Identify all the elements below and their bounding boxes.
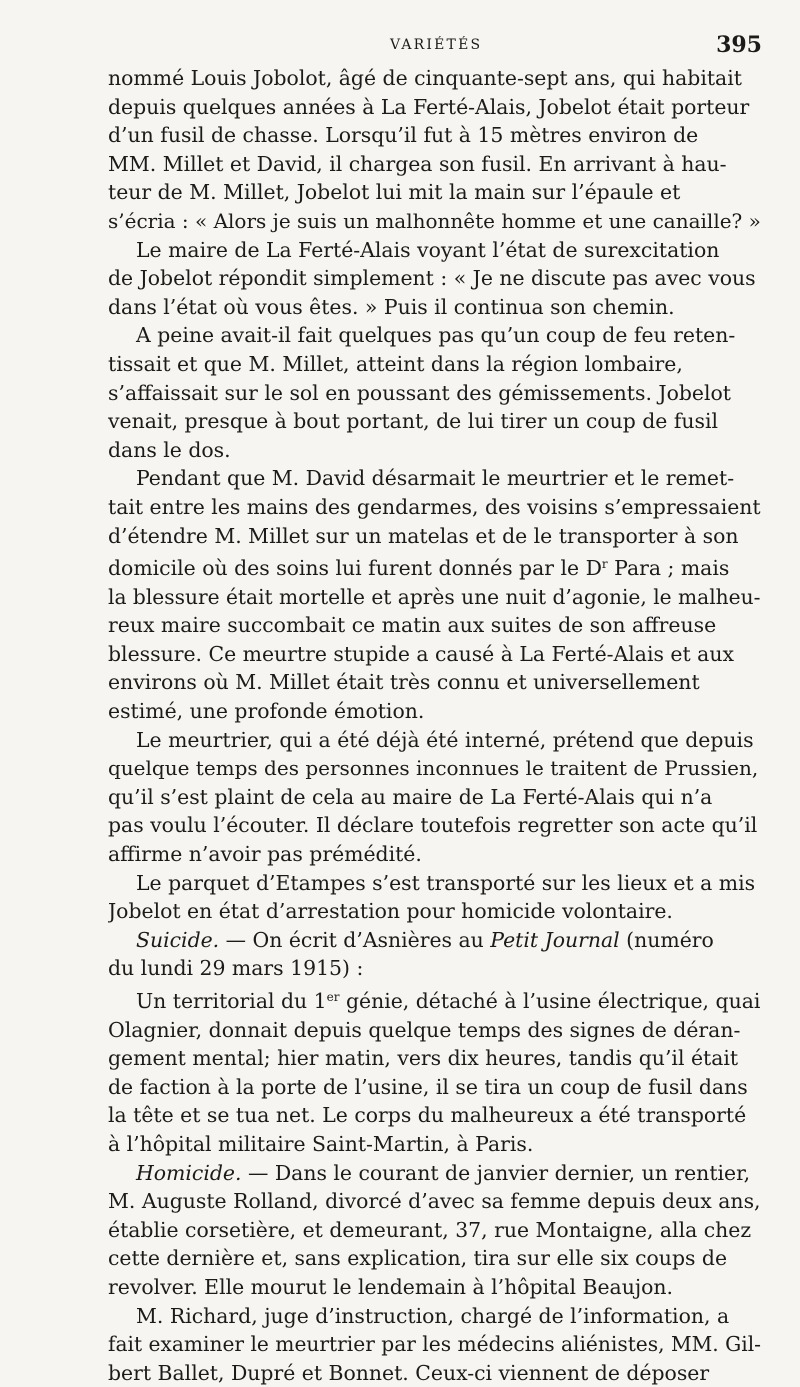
line-text: à l’hôpital militaire Saint-Martin, à Paris. (108, 1131, 534, 1156)
line-text: dans l’état où vous êtes. » Puis il continua son chemin. (108, 294, 675, 319)
line-text: A peine avait-il fait quelques pas qu’un coup de feu reten- (136, 323, 736, 348)
line-text: qu’il s’est plaint de cela au maire de La Ferté-Alais qui n’a (108, 784, 713, 809)
line-text: (numéro (619, 927, 714, 952)
line-text: Un territorial du 1 (136, 989, 327, 1013)
text-line (108, 954, 762, 983)
line-text: reux maire succombait ce matin aux suites de son affreuse (108, 613, 717, 638)
text-line (108, 550, 762, 583)
italic-title: Petit Journal (490, 927, 620, 952)
line-text: venait, presque à bout portant, de lui tirer un coup de fusil (108, 409, 719, 434)
text-line (108, 1016, 762, 1045)
text-line (108, 236, 762, 265)
text-line (108, 1330, 762, 1359)
line-text: MM. Millet et David, il chargea son fusil. En arrivant à hau- (108, 151, 727, 176)
text-line (108, 840, 762, 869)
text-line (108, 407, 762, 436)
text-line (108, 783, 762, 812)
line-text: domicile où des soins lui furent donnés par le D (108, 556, 602, 581)
text-line (108, 583, 762, 612)
text-line (108, 697, 762, 726)
line-text: fait examiner le meurtrier par les médecins aliénistes, MM. Gil- (108, 1332, 761, 1357)
line-text: estimé, une profonde émotion. (108, 699, 425, 724)
line-text: Le meurtrier, qui a été déjà été interné, prétend que depuis (136, 727, 754, 752)
text-line (108, 1273, 762, 1302)
text-line (108, 1101, 762, 1130)
line-text: nommé Louis Jobolot, âgé de cinquante-sept ans, qui habitait (108, 66, 742, 90)
text-line (108, 811, 762, 840)
line-text: teur de M. Millet, Jobelot lui mit la main sur l’épaule et (108, 180, 681, 205)
text-line (108, 640, 762, 669)
page-header (108, 32, 762, 64)
italic-heading: Suicide. (136, 927, 220, 952)
text-line (108, 1159, 762, 1188)
line-text: s’écria : « Alors je suis un malhonnête homme et une canaille? » (108, 208, 761, 233)
line-text: M. Auguste Rolland, divorcé d’avec sa femme depuis deux ans, (108, 1189, 761, 1214)
text-line (108, 379, 762, 408)
text-line (108, 121, 762, 150)
line-text: pas voulu l’écouter. Il déclare toutefois regretter son acte qu’il (108, 813, 758, 838)
line-text: tissait et que M. Millet, atteint dans la région lombaire, (108, 351, 683, 376)
line-text: du lundi 29 mars 1915) : (108, 956, 364, 981)
line-text: d’un fusil de chasse. Lorsqu’il fut à 15 mètres environ de (108, 123, 699, 148)
text-line (108, 1244, 762, 1273)
line-text: gement mental; hier matin, vers dix heures, tandis qu’il était (108, 1046, 739, 1071)
text-line (108, 264, 762, 293)
line-text: — Dans le courant de janvier dernier, un rentier, (241, 1160, 751, 1185)
line-text: génie, détaché à l’usine électrique, quai (339, 989, 761, 1013)
line-text: — On écrit d’Asnières au (219, 927, 491, 952)
line-text: cette dernière et, sans explication, tira sur elle six coups de (108, 1246, 728, 1271)
text-line (108, 611, 762, 640)
line-text: d’étendre M. Millet sur un matelas et de le transporter à son (108, 523, 739, 548)
line-text: quelque temps des personnes inconnues le traitent de Prussien, (108, 756, 759, 781)
text-line (108, 493, 762, 522)
text-line (108, 983, 762, 1016)
line-text: tait entre les mains des gendarmes, des voisins s’empressaient (108, 494, 761, 519)
line-text: Le maire de La Ferté-Alais voyant l’état de surexcitation (136, 237, 720, 262)
body-text (108, 64, 762, 1387)
line-text: de Jobelot répondit simplement : « Je ne discute pas avec vous (108, 266, 756, 291)
text-line (108, 464, 762, 493)
line-text: de faction à la porte de l’usine, il se tira un coup de fusil dans (108, 1074, 748, 1099)
text-line (108, 207, 762, 236)
text-line (108, 726, 762, 755)
superscript: r (601, 557, 608, 572)
line-text: bert Ballet, Dupré et Bonnet. Ceux-ci viennent de déposer (108, 1360, 710, 1385)
page-number: 395 (716, 32, 762, 58)
text-line (108, 1073, 762, 1102)
line-text: Pendant que M. David désarmait le meurtrier et le remet- (136, 466, 735, 491)
text-line (108, 1130, 762, 1159)
line-text: blessure. Ce meurtre stupide a causé à La Ferté-Alais et aux (108, 641, 734, 666)
text-line (108, 150, 762, 179)
text-line (108, 754, 762, 783)
line-text: la tête et se tua net. Le corps du malheureux a été transporté (108, 1103, 747, 1128)
text-line (108, 897, 762, 926)
text-line (108, 1359, 762, 1387)
italic-heading: Homicide. (136, 1160, 242, 1185)
text-line (108, 350, 762, 379)
text-line (108, 1187, 762, 1216)
text-line (108, 293, 762, 322)
text-line (108, 522, 762, 551)
line-text: Para ; mais (607, 556, 730, 581)
line-text: dans le dos. (108, 437, 231, 462)
text-line (108, 668, 762, 697)
text-line (108, 926, 762, 955)
line-text: affirme n’avoir pas prémédité. (108, 842, 422, 867)
line-text: Le parquet d’Etampes s’est transporté sur les lieux et a mis (136, 870, 756, 895)
text-line (108, 178, 762, 207)
text-line (108, 1216, 762, 1245)
text-line (108, 93, 762, 122)
text-line (108, 436, 762, 465)
superscript: er (326, 990, 340, 1004)
line-text: M. Richard, juge d’instruction, chargé de l’information, a (136, 1303, 730, 1328)
running-title: VARIÉTÉS (390, 37, 483, 53)
line-text: depuis quelques années à La Ferté-Alais, Jobelot était porteur (108, 94, 750, 119)
line-text: environs où M. Millet était très connu et universellement (108, 670, 700, 695)
text-line (108, 321, 762, 350)
line-text: la blessure était mortelle et après une nuit d’agonie, le malheu- (108, 584, 761, 609)
text-line (108, 64, 762, 93)
text-line (108, 869, 762, 898)
text-line (108, 1302, 762, 1331)
line-text: établie corsetière, et demeurant, 37, rue Montaigne, alla chez (108, 1217, 752, 1242)
text-line (108, 1044, 762, 1073)
line-text: s’affaissait sur le sol en poussant des gémissements. Jobelot (108, 380, 731, 405)
line-text: Olagnier, donnait depuis quelque temps des signes de déran- (108, 1017, 741, 1042)
line-text: Jobelot en état d’arrestation pour homicide volontaire. (108, 899, 673, 924)
line-text: revolver. Elle mourut le lendemain à l’hôpital Beaujon. (108, 1274, 674, 1299)
